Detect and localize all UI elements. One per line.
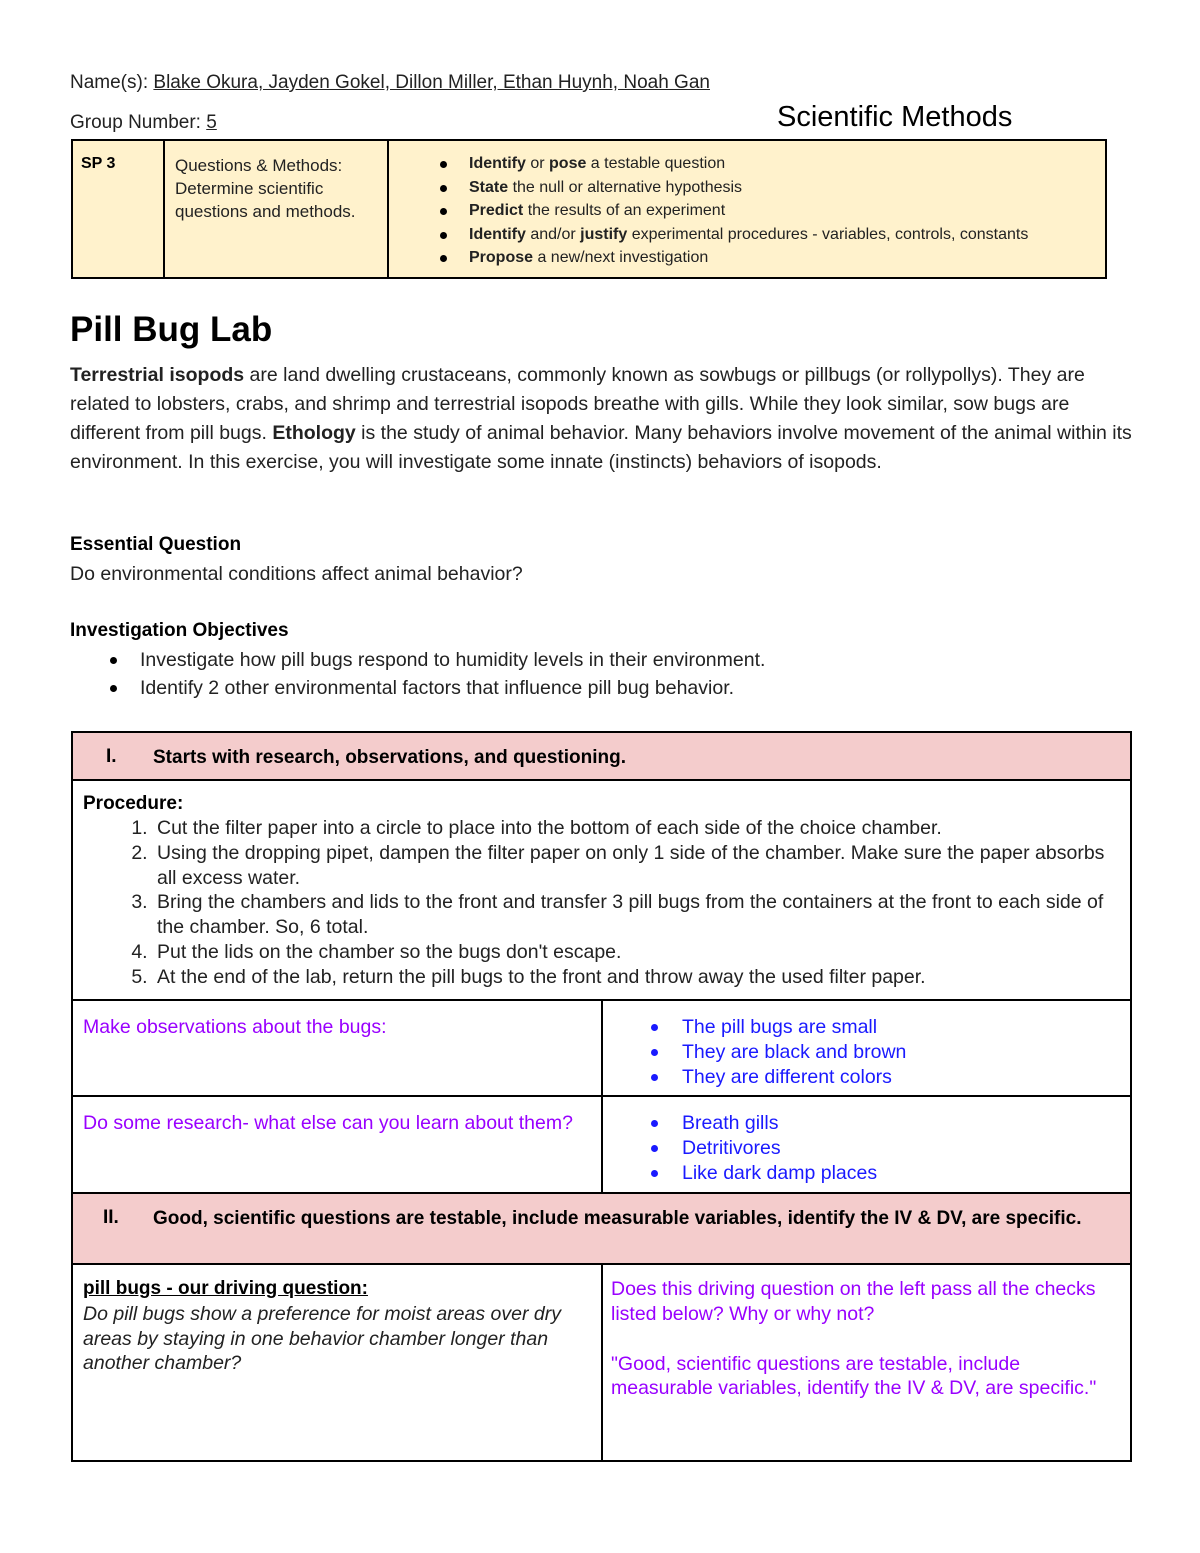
names-label: Name(s): [70, 72, 149, 93]
sp-skill-verb: State [469, 178, 509, 196]
group-label: Group Number: [70, 112, 201, 133]
sp-skill-verb: Identify [469, 225, 526, 243]
procedure-step: 1. Cut the filter paper into a circle to place into the bottom of each side of the choice chamber. [153, 816, 1120, 841]
sp-skill-connector: or [525, 155, 550, 172]
essential-text: Do environmental conditions affect animal behavior? [70, 563, 523, 585]
sp-description: Questions & Methods: Determine scientific questions and methods. [165, 141, 389, 277]
sp-skill-text: the null or alternative hypothesis [508, 178, 743, 196]
sp-skill-verb: justify [580, 225, 628, 243]
sp-skill-item [469, 176, 1089, 200]
objectives-list [70, 646, 765, 702]
procedure-steps [83, 816, 1120, 990]
section-1-number: I. [106, 746, 117, 767]
sp-code: SP 3 [73, 141, 165, 277]
section-2-number: II. [103, 1207, 119, 1228]
sp-skill-text: the results of an experiment [523, 202, 726, 219]
procedure-step: 4. Put the lids on the chamber so the bugs don't escape. [153, 940, 1120, 965]
sp-table [71, 139, 1107, 279]
sp-skill-item [469, 199, 1089, 223]
sp-skill-item [469, 246, 1089, 270]
research-item: Like dark damp places [682, 1161, 878, 1184]
sp-skills [389, 141, 1105, 277]
intro-term-ethology: Ethology [272, 422, 356, 444]
research-prompt: Do some research- what else can you learn about them? [83, 1112, 573, 1134]
procedure-step: 2. Using the dropping pipet, dampen the filter paper on only 1 side of the chamber. Make sure the paper absorbs all excess water. [153, 841, 1120, 891]
procedure-step: 5. At the end of the lab, return the pill bugs to the front and throw away the used filter paper. [153, 965, 1120, 990]
sp-skill-verb: Identify [469, 155, 526, 172]
sp-skill-text: a testable question [586, 155, 726, 172]
sp-skill-text: a new/next investigation [533, 249, 709, 266]
research-item: Detritivores [682, 1136, 877, 1161]
sp-skill-connector: and/or [525, 225, 581, 243]
group-line [70, 112, 217, 134]
procedure-cell [73, 781, 1130, 1001]
check-cell [611, 1277, 1111, 1401]
intro-text-2: is the study of animal behavior. Many behaviors involve movement of the animal within its environment. In this exercise, you will investigate some innate (instincts) behaviors of isopods. [70, 422, 1132, 473]
objectives-heading: Investigation Objectives [70, 620, 289, 641]
driving-question-text: Do pill bugs show a preference for moist areas over dry areas by staying in one behavior chamber longer than another chamber? [83, 1302, 561, 1375]
section-2-header [73, 1194, 1130, 1265]
section-2-title: Good, scientific questions are testable, include measurable variables, identify the IV & DV, are specific. [153, 1208, 1082, 1229]
section-1-header [73, 733, 1130, 781]
essential-heading: Essential Question [70, 534, 242, 555]
intro-term-isopods: Terrestrial isopods [70, 364, 245, 386]
sp-skill-item [469, 152, 1089, 176]
doc-title: Scientific Methods [777, 101, 1013, 133]
driving-question-cell [83, 1277, 593, 1376]
main-table [71, 731, 1132, 1462]
observations-prompt: Make observations about the bugs: [83, 1016, 387, 1038]
intro-paragraph [70, 361, 1135, 477]
sp-skill-verb: Predict [469, 202, 524, 219]
column-divider [601, 1265, 603, 1460]
intro-text-1: are land dwelling crustaceans, commonly known as sowbugs or pillbugs (or rollypollys). They are related to lobsters, crabs, and shrimp and terrestrial isopods breathe with gills. While they look similar, sow bugs are different from pill bugs. [70, 364, 1085, 444]
observations-list [603, 1015, 906, 1089]
group-value: 5 [206, 112, 217, 133]
section-1-title: Starts with research, observations, and questioning. [153, 747, 626, 768]
names-value: Blake Okura, Jayden Gokel, Dillon Miller, Ethan Huynh, Noah Gan [153, 72, 710, 93]
sp-skill-item [469, 223, 1089, 247]
objective-item: Identify 2 other environmental factors that influence pill bug behavior. [140, 674, 765, 702]
procedure-label: Procedure: [83, 793, 184, 814]
sp-skill-verb: Propose [469, 249, 534, 266]
research-item: Breath gills [682, 1111, 877, 1136]
column-divider [601, 1001, 603, 1194]
sp-skill-list [405, 152, 1089, 270]
procedure-step: 3. Bring the chambers and lids to the front and transfer 3 pill bugs from the containers at the front to each side of the chamber. So, 6 total. [153, 890, 1120, 940]
observation-item: They are different colors [682, 1065, 906, 1090]
check-prompt: Does this driving question on the left pass all the checks listed below? Why or why not? [611, 1278, 1096, 1325]
objective-item: Investigate how pill bugs respond to humidity levels in their environment. [140, 646, 765, 674]
sp-skill-text: experimental procedures - variables, controls, constants [627, 225, 1029, 243]
driving-question-label: pill bugs - our driving question: [83, 1278, 368, 1299]
observation-item: The pill bugs are small [682, 1015, 906, 1040]
check-quote: "Good, scientific questions are testable, include measurable variables, identify the IV & DV, are specific." [611, 1352, 1097, 1400]
lab-title: Pill Bug Lab [70, 310, 273, 349]
names-line [70, 72, 710, 94]
research-list [603, 1111, 877, 1185]
observation-item: They are black and brown [682, 1040, 907, 1063]
sp-skill-verb: pose [549, 155, 587, 172]
